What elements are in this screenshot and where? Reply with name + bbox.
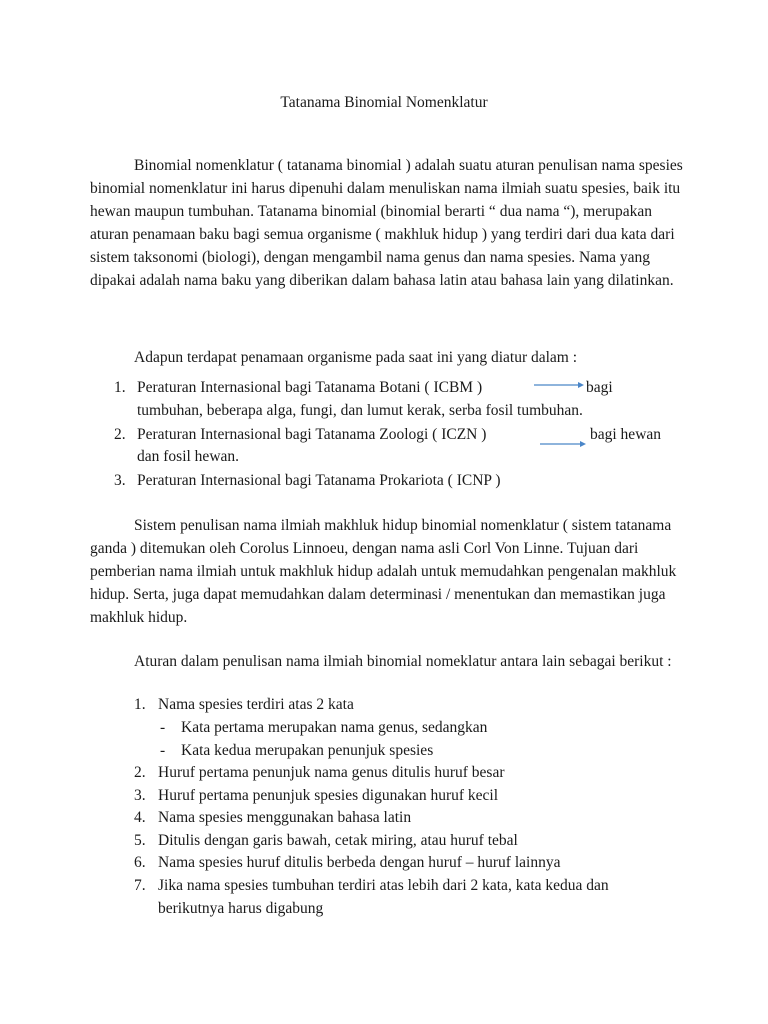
list-item-icbm-continuation: tumbuhan, beberapa alga, fungi, dan lumut kerak, serba fosil tumbuhan.: [137, 402, 583, 419]
rule-number: 7.: [134, 877, 146, 894]
rule-item: Huruf pertama penunjuk spesies digunakan huruf kecil: [158, 787, 499, 804]
list-item-iczn-continuation: dan fosil hewan.: [137, 448, 240, 465]
rule-item: Ditulis dengan garis bawah, cetak miring, atau huruf tebal: [158, 832, 518, 849]
rule-item: Nama spesies huruf ditulis berbeda dengan huruf – huruf lainnya: [158, 854, 561, 871]
arrow-right-icon: [534, 381, 584, 389]
rule-dash: -: [160, 742, 166, 759]
list-number: 1.: [114, 379, 126, 396]
list-number: 3.: [114, 472, 126, 489]
list-item-icbm-suffix: bagi: [586, 379, 613, 396]
rule-number: 2.: [134, 764, 146, 781]
paragraph-intro-list: Adapun terdapat penamaan organisme pada saat ini yang diatur dalam :: [134, 349, 578, 366]
paragraph-history: Sistem penulisan nama ilmiah makhluk hidup binomial nomenklatur ( sistem tatanama ganda ) ditemukan oleh Corolus Linnoeu, dengan nama asli Corl Von Linne. Tujuan dari pemberian nama ilmiah untuk makhluk hidup adalah untuk memudahkan pengenalan makhluk hidup. Serta, juga dapat memudahkan dalam determinasi / menentukan dan memastikan juga makhluk hidup.: [90, 517, 677, 626]
rule-number: 6.: [134, 854, 146, 871]
list-item-iczn-suffix: bagi hewan: [590, 426, 662, 443]
list-item-iczn: Peraturan Internasional bagi Tatanama Zoologi ( ICZN ): [137, 426, 487, 443]
list-number: 2.: [114, 426, 126, 443]
rule-number: 1.: [134, 696, 146, 713]
rule-item: Jika nama spesies tumbuhan terdiri atas lebih dari 2 kata, kata kedua dan: [158, 877, 609, 894]
rule-number: 3.: [134, 787, 146, 804]
rule-subitem: Kata kedua merupakan penunjuk spesies: [181, 742, 434, 759]
document-title: Tatanama Binomial Nomenklatur: [280, 94, 488, 111]
rule-item-continuation: berikutnya harus digabung: [158, 900, 324, 917]
arrow-right-icon: [540, 440, 586, 448]
list-item-icbm: Peraturan Internasional bagi Tatanama Botani ( ICBM ): [137, 379, 483, 396]
rule-subitem: Kata pertama merupakan nama genus, sedangkan: [181, 719, 488, 736]
rule-item: Huruf pertama penunjuk nama genus ditulis huruf besar: [158, 764, 505, 781]
rule-item: Nama spesies menggunakan bahasa latin: [158, 809, 412, 826]
list-item-icnp: Peraturan Internasional bagi Tatanama Prokariota ( ICNP ): [137, 472, 501, 489]
rule-number: 5.: [134, 832, 146, 849]
rule-dash: -: [160, 719, 166, 736]
rule-number: 4.: [134, 809, 146, 826]
paragraph-definition: Binomial nomenklatur ( tatanama binomial ) adalah suatu aturan penulisan nama spesies binomial nomenklatur ini harus dipenuhi dalam menuliskan nama ilmiah suatu spesies, baik itu hewan maupun tumbuhan. Tatanama binomial (binomial berarti “ dua nama “), merupakan aturan penamaan baku bagi semua organisme ( makhluk hidup ) yang terdiri dari dua kata dari sistem taksonomi (biologi), dengan mengambil nama genus dan nama spesies. Nama yang dipakai adalah nama baku yang diberikan dalam bahasa latin atau bahasa lain yang dilatinkan.: [90, 157, 683, 289]
rule-item: Nama spesies terdiri atas 2 kata: [158, 696, 354, 713]
paragraph-rules-intro: Aturan dalam penulisan nama ilmiah binomial nomeklatur antara lain sebagai berikut :: [134, 653, 672, 670]
